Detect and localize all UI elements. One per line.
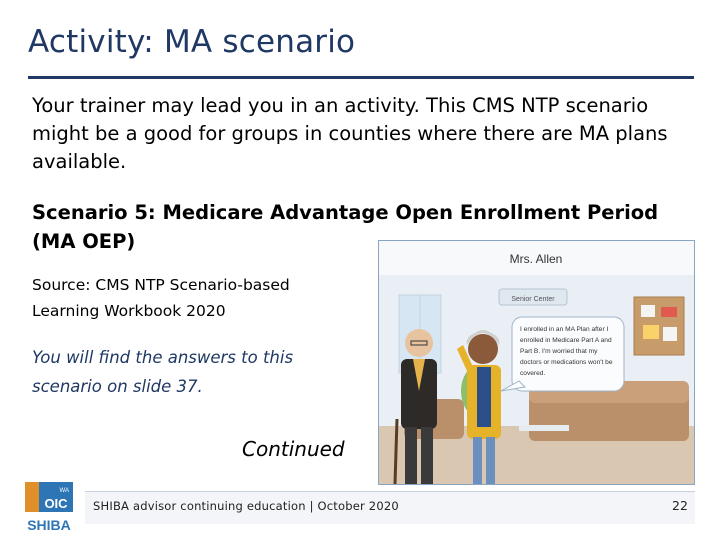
answers-note: You will find the answers to this scenario on slide 37.: [32, 348, 294, 396]
speech-line: enrolled in Medicare Part A and: [520, 337, 612, 344]
slide-number: 22: [672, 498, 688, 513]
intro-text: Your trainer may lead you in an activity. This CMS NTP scenario might be a good for groups in counties where there are MA plans available.: [32, 94, 668, 173]
source-text: Source: CMS NTP Scenario-based Learning Workbook 2020: [32, 276, 290, 320]
speech-line: doctors or medications won't be: [520, 359, 613, 366]
title-divider: [28, 76, 694, 79]
logo-top-text: OIC: [44, 496, 68, 511]
logo-bottom-text: SHIBA: [27, 517, 71, 533]
scenario-heading: Scenario 5: Medicare Advantage Open Enrollment Period (MA OEP): [32, 201, 659, 253]
speech-line: covered.: [520, 370, 546, 377]
continued-label: Continued: [242, 437, 345, 461]
page-title: Activity: MA scenario: [28, 24, 356, 60]
illustration-header: Mrs. Allen: [509, 252, 563, 266]
speech-line: I enrolled in an MA Plan after I: [520, 326, 609, 333]
wall-sign-text: Senior Center: [511, 296, 555, 303]
scenario-illustration: [378, 240, 695, 485]
footer-text: SHIBA advisor continuing education | October 2020: [93, 499, 399, 513]
speech-line: Part B. I'm worried that my: [520, 348, 598, 355]
logo-small-text: WA: [59, 488, 69, 494]
oic-shiba-logo: [25, 480, 75, 534]
